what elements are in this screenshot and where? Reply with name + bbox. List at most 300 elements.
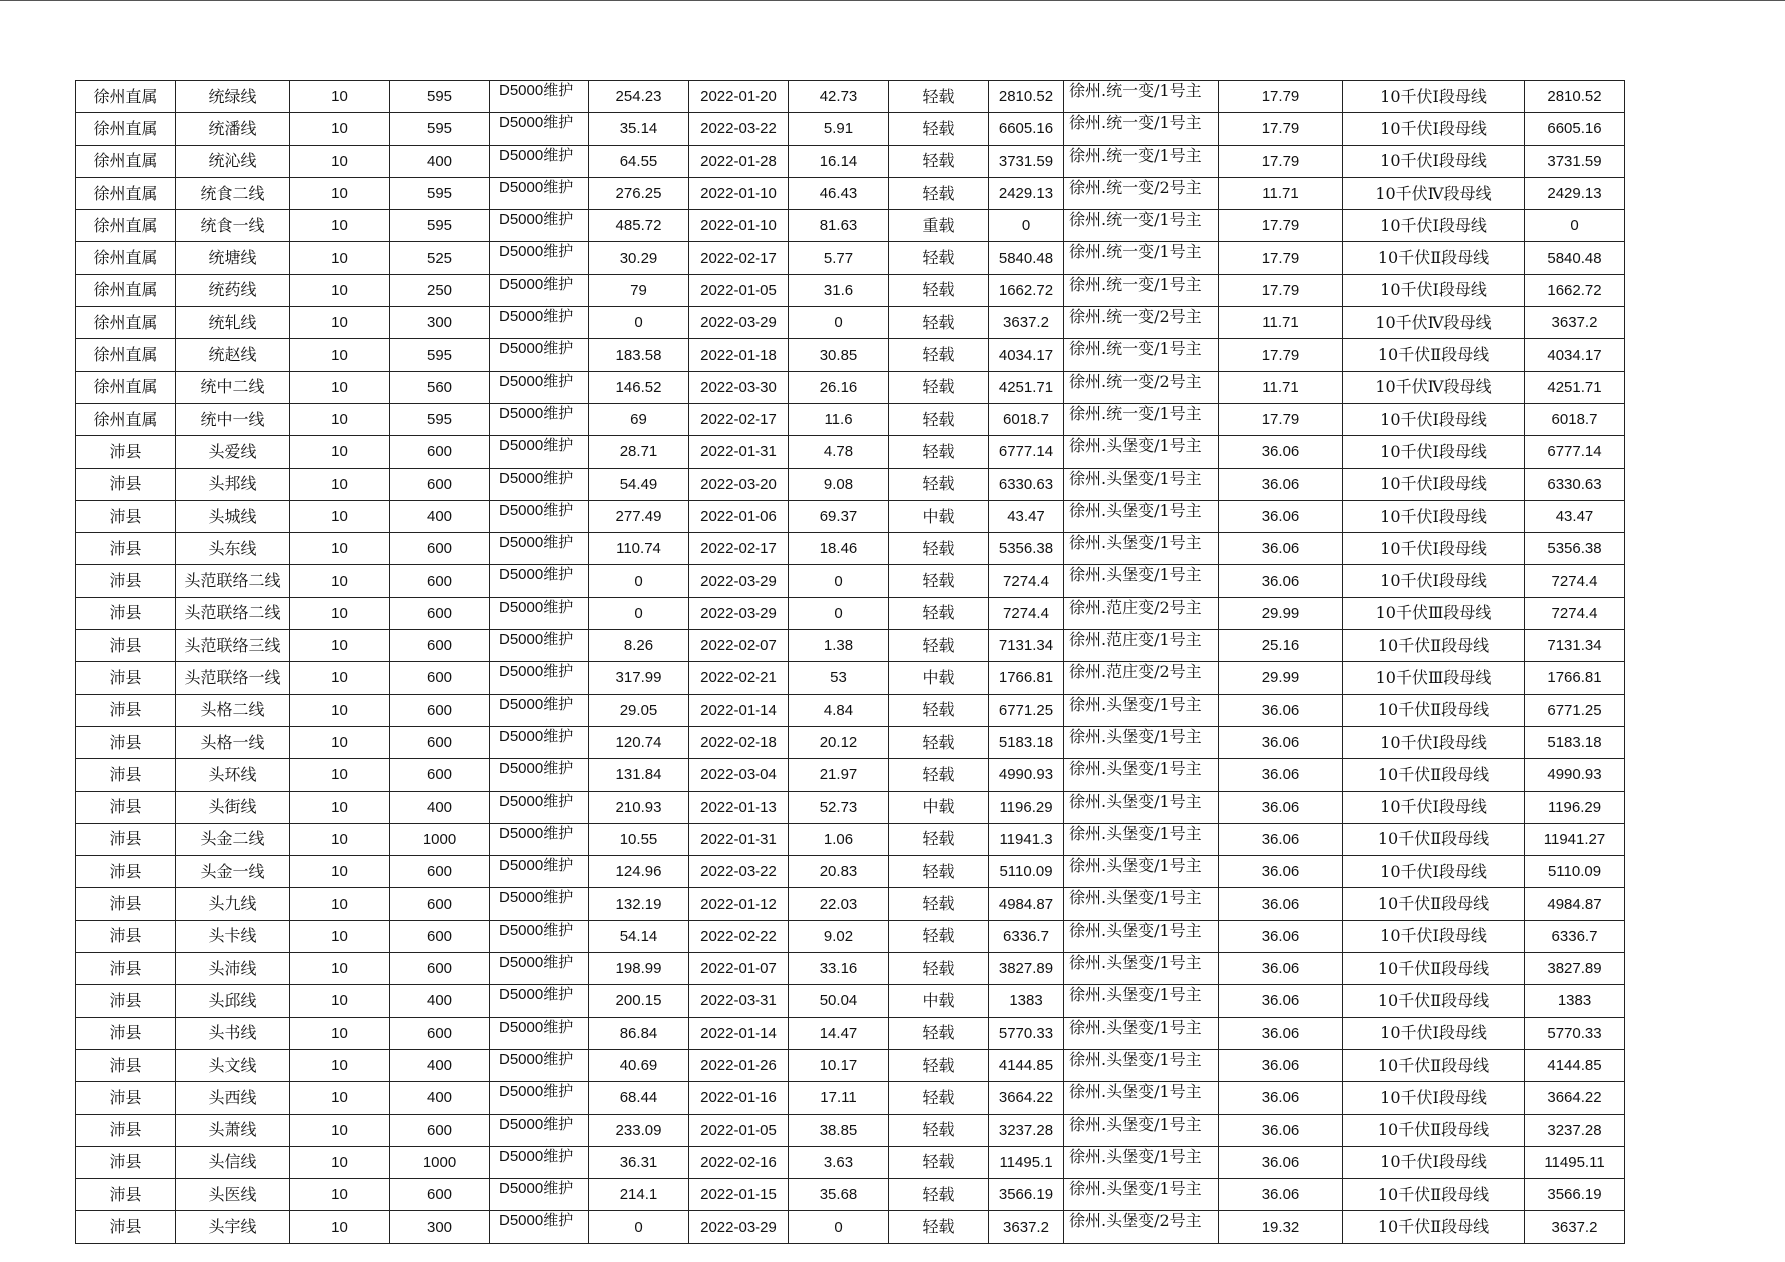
cell-data-source: D5000维护 bbox=[490, 565, 589, 597]
cell-available-capacity-bus: 4984.87 bbox=[1525, 888, 1625, 920]
cell-date: 2022-01-12 bbox=[689, 888, 789, 920]
cell-data-source: D5000维护 bbox=[490, 823, 589, 855]
cell-transformer-load-rate: 17.79 bbox=[1219, 339, 1343, 371]
cell-available-capacity-bus: 4251.71 bbox=[1525, 371, 1625, 403]
table-row bbox=[76, 726, 1625, 758]
cell-transformer-load-rate: 17.79 bbox=[1219, 242, 1343, 274]
cell-date: 2022-03-04 bbox=[689, 759, 789, 791]
cell-district: 徐州直属 bbox=[76, 177, 176, 209]
cell-transformer: 徐州.头堡变/1号主 bbox=[1064, 1049, 1219, 1081]
cell-voltage: 10 bbox=[290, 1017, 390, 1049]
cell-available-capacity-bus: 3637.2 bbox=[1525, 307, 1625, 339]
cell-available-capacity: 5110.09 bbox=[989, 856, 1064, 888]
cell-date: 2022-01-06 bbox=[689, 500, 789, 532]
cell-line-name: 头书线 bbox=[176, 1017, 290, 1049]
cell-district: 沛县 bbox=[76, 1179, 176, 1211]
cell-voltage: 10 bbox=[290, 210, 390, 242]
cell-load-status: 中载 bbox=[889, 662, 989, 694]
cell-available-capacity: 7131.34 bbox=[989, 630, 1064, 662]
table-row bbox=[76, 1211, 1625, 1243]
cell-current-load: 214.1 bbox=[589, 1179, 689, 1211]
cell-load-rate: 17.11 bbox=[789, 1082, 889, 1114]
cell-data-source: D5000维护 bbox=[490, 1082, 589, 1114]
cell-available-capacity: 5840.48 bbox=[989, 242, 1064, 274]
cell-load-status: 轻载 bbox=[889, 1211, 989, 1243]
cell-data-source: D5000维护 bbox=[490, 985, 589, 1017]
cell-voltage: 10 bbox=[290, 1211, 390, 1243]
cell-bus-section: 10千伏Ⅱ段母线 bbox=[1343, 242, 1525, 274]
cell-transformer-load-rate: 11.71 bbox=[1219, 371, 1343, 403]
cell-data-source: D5000维护 bbox=[490, 1114, 589, 1146]
cell-available-capacity: 4144.85 bbox=[989, 1049, 1064, 1081]
cell-voltage: 10 bbox=[290, 274, 390, 306]
cell-load-status: 轻载 bbox=[889, 597, 989, 629]
cell-date: 2022-02-17 bbox=[689, 403, 789, 435]
cell-transformer-load-rate: 36.06 bbox=[1219, 791, 1343, 823]
cell-available-capacity: 3566.19 bbox=[989, 1179, 1064, 1211]
cell-bus-section: 10千伏Ⅱ段母线 bbox=[1343, 630, 1525, 662]
cell-bus-section: 10千伏Ⅰ段母线 bbox=[1343, 436, 1525, 468]
cell-capacity: 1000 bbox=[390, 1146, 490, 1178]
cell-available-capacity: 3637.2 bbox=[989, 307, 1064, 339]
cell-line-name: 头西线 bbox=[176, 1082, 290, 1114]
cell-line-name: 头环线 bbox=[176, 759, 290, 791]
cell-line-name: 头沛线 bbox=[176, 953, 290, 985]
cell-load-status: 轻载 bbox=[889, 1049, 989, 1081]
cell-available-capacity-bus: 5110.09 bbox=[1525, 856, 1625, 888]
cell-load-status: 轻载 bbox=[889, 823, 989, 855]
table-row bbox=[76, 145, 1625, 177]
table-row bbox=[76, 1179, 1625, 1211]
cell-voltage: 10 bbox=[290, 726, 390, 758]
cell-load-status: 轻载 bbox=[889, 533, 989, 565]
cell-load-status: 轻载 bbox=[889, 1017, 989, 1049]
cell-district: 沛县 bbox=[76, 953, 176, 985]
cell-bus-section: 10千伏Ⅱ段母线 bbox=[1343, 1179, 1525, 1211]
cell-line-name: 头信线 bbox=[176, 1146, 290, 1178]
table-row bbox=[76, 759, 1625, 791]
cell-load-rate: 3.63 bbox=[789, 1146, 889, 1178]
cell-voltage: 10 bbox=[290, 436, 390, 468]
cell-district: 徐州直属 bbox=[76, 113, 176, 145]
cell-available-capacity-bus: 6605.16 bbox=[1525, 113, 1625, 145]
cell-load-status: 中载 bbox=[889, 791, 989, 823]
cell-date: 2022-01-28 bbox=[689, 145, 789, 177]
cell-transformer-load-rate: 36.06 bbox=[1219, 953, 1343, 985]
cell-district: 徐州直属 bbox=[76, 371, 176, 403]
cell-date: 2022-03-30 bbox=[689, 371, 789, 403]
cell-voltage: 10 bbox=[290, 177, 390, 209]
cell-district: 徐州直属 bbox=[76, 403, 176, 435]
cell-load-status: 轻载 bbox=[889, 145, 989, 177]
cell-load-status: 轻载 bbox=[889, 630, 989, 662]
cell-capacity: 600 bbox=[390, 1179, 490, 1211]
cell-transformer: 徐州.范庄变/1号主 bbox=[1064, 630, 1219, 662]
cell-available-capacity-bus: 1766.81 bbox=[1525, 662, 1625, 694]
cell-date: 2022-01-18 bbox=[689, 339, 789, 371]
cell-bus-section: 10千伏Ⅰ段母线 bbox=[1343, 920, 1525, 952]
cell-transformer-load-rate: 36.06 bbox=[1219, 759, 1343, 791]
cell-transformer: 徐州.头堡变/1号主 bbox=[1064, 436, 1219, 468]
cell-district: 沛县 bbox=[76, 1049, 176, 1081]
cell-line-name: 统赵线 bbox=[176, 339, 290, 371]
cell-data-source: D5000维护 bbox=[490, 210, 589, 242]
cell-transformer-load-rate: 36.06 bbox=[1219, 1146, 1343, 1178]
cell-data-source: D5000维护 bbox=[490, 242, 589, 274]
cell-available-capacity: 0 bbox=[989, 210, 1064, 242]
cell-transformer: 徐州.头堡变/2号主 bbox=[1064, 1211, 1219, 1243]
cell-capacity: 600 bbox=[390, 726, 490, 758]
cell-current-load: 40.69 bbox=[589, 1049, 689, 1081]
cell-load-status: 轻载 bbox=[889, 307, 989, 339]
cell-available-capacity-bus: 6336.7 bbox=[1525, 920, 1625, 952]
cell-transformer-load-rate: 25.16 bbox=[1219, 630, 1343, 662]
cell-voltage: 10 bbox=[290, 597, 390, 629]
cell-current-load: 317.99 bbox=[589, 662, 689, 694]
cell-transformer-load-rate: 36.06 bbox=[1219, 823, 1343, 855]
cell-line-name: 统绿线 bbox=[176, 81, 290, 113]
cell-district: 沛县 bbox=[76, 500, 176, 532]
cell-bus-section: 10千伏Ⅱ段母线 bbox=[1343, 759, 1525, 791]
cell-bus-section: 10千伏Ⅰ段母线 bbox=[1343, 1146, 1525, 1178]
cell-load-rate: 35.68 bbox=[789, 1179, 889, 1211]
cell-capacity: 600 bbox=[390, 920, 490, 952]
cell-load-rate: 26.16 bbox=[789, 371, 889, 403]
cell-bus-section: 10千伏Ⅰ段母线 bbox=[1343, 500, 1525, 532]
cell-load-rate: 81.63 bbox=[789, 210, 889, 242]
cell-current-load: 0 bbox=[589, 565, 689, 597]
cell-bus-section: 10千伏Ⅰ段母线 bbox=[1343, 791, 1525, 823]
cell-current-load: 132.19 bbox=[589, 888, 689, 920]
cell-bus-section: 10千伏Ⅱ段母线 bbox=[1343, 694, 1525, 726]
cell-transformer: 徐州.统一变/1号主 bbox=[1064, 81, 1219, 113]
cell-voltage: 10 bbox=[290, 403, 390, 435]
cell-current-load: 183.58 bbox=[589, 339, 689, 371]
cell-transformer-load-rate: 36.06 bbox=[1219, 726, 1343, 758]
cell-available-capacity: 6777.14 bbox=[989, 436, 1064, 468]
cell-available-capacity-bus: 0 bbox=[1525, 210, 1625, 242]
table-row bbox=[76, 920, 1625, 952]
cell-capacity: 600 bbox=[390, 533, 490, 565]
cell-line-name: 头邱线 bbox=[176, 985, 290, 1017]
table-row bbox=[76, 307, 1625, 339]
cell-date: 2022-01-26 bbox=[689, 1049, 789, 1081]
cell-voltage: 10 bbox=[290, 791, 390, 823]
cell-data-source: D5000维护 bbox=[490, 597, 589, 629]
cell-available-capacity: 6330.63 bbox=[989, 468, 1064, 500]
cell-date: 2022-01-14 bbox=[689, 694, 789, 726]
cell-district: 徐州直属 bbox=[76, 145, 176, 177]
cell-capacity: 250 bbox=[390, 274, 490, 306]
cell-bus-section: 10千伏Ⅲ段母线 bbox=[1343, 597, 1525, 629]
cell-available-capacity: 1383 bbox=[989, 985, 1064, 1017]
cell-load-status: 重载 bbox=[889, 210, 989, 242]
cell-available-capacity-bus: 3637.2 bbox=[1525, 1211, 1625, 1243]
cell-available-capacity: 1662.72 bbox=[989, 274, 1064, 306]
cell-data-source: D5000维护 bbox=[490, 888, 589, 920]
cell-district: 沛县 bbox=[76, 759, 176, 791]
cell-capacity: 525 bbox=[390, 242, 490, 274]
cell-current-load: 0 bbox=[589, 597, 689, 629]
table-row bbox=[76, 985, 1625, 1017]
cell-voltage: 10 bbox=[290, 888, 390, 920]
cell-line-name: 头金二线 bbox=[176, 823, 290, 855]
cell-transformer-load-rate: 36.06 bbox=[1219, 856, 1343, 888]
cell-bus-section: 10千伏Ⅳ段母线 bbox=[1343, 371, 1525, 403]
cell-line-name: 头萧线 bbox=[176, 1114, 290, 1146]
cell-line-name: 头街线 bbox=[176, 791, 290, 823]
cell-current-load: 86.84 bbox=[589, 1017, 689, 1049]
cell-line-name: 统药线 bbox=[176, 274, 290, 306]
cell-current-load: 233.09 bbox=[589, 1114, 689, 1146]
cell-line-name: 统塘线 bbox=[176, 242, 290, 274]
cell-transformer: 徐州.头堡变/1号主 bbox=[1064, 500, 1219, 532]
cell-current-load: 54.49 bbox=[589, 468, 689, 500]
cell-transformer-load-rate: 36.06 bbox=[1219, 533, 1343, 565]
cell-available-capacity-bus: 3827.89 bbox=[1525, 953, 1625, 985]
cell-transformer-load-rate: 36.06 bbox=[1219, 694, 1343, 726]
cell-line-name: 头金一线 bbox=[176, 856, 290, 888]
cell-data-source: D5000维护 bbox=[490, 307, 589, 339]
cell-district: 沛县 bbox=[76, 1017, 176, 1049]
cell-available-capacity: 3237.28 bbox=[989, 1114, 1064, 1146]
cell-load-status: 轻载 bbox=[889, 920, 989, 952]
cell-capacity: 600 bbox=[390, 468, 490, 500]
cell-bus-section: 10千伏Ⅰ段母线 bbox=[1343, 468, 1525, 500]
cell-available-capacity-bus: 2810.52 bbox=[1525, 81, 1625, 113]
cell-capacity: 400 bbox=[390, 1049, 490, 1081]
cell-load-rate: 30.85 bbox=[789, 339, 889, 371]
table-row bbox=[76, 436, 1625, 468]
cell-current-load: 0 bbox=[589, 307, 689, 339]
cell-voltage: 10 bbox=[290, 630, 390, 662]
table-body bbox=[76, 81, 1625, 1244]
cell-available-capacity: 43.47 bbox=[989, 500, 1064, 532]
cell-data-source: D5000维护 bbox=[490, 953, 589, 985]
cell-bus-section: 10千伏Ⅰ段母线 bbox=[1343, 726, 1525, 758]
cell-date: 2022-02-17 bbox=[689, 533, 789, 565]
cell-transformer: 徐州.头堡变/1号主 bbox=[1064, 920, 1219, 952]
cell-bus-section: 10千伏Ⅰ段母线 bbox=[1343, 565, 1525, 597]
cell-capacity: 1000 bbox=[390, 823, 490, 855]
cell-transformer: 徐州.统一变/2号主 bbox=[1064, 177, 1219, 209]
cell-available-capacity-bus: 4990.93 bbox=[1525, 759, 1625, 791]
cell-data-source: D5000维护 bbox=[490, 113, 589, 145]
cell-date: 2022-01-10 bbox=[689, 210, 789, 242]
cell-bus-section: 10千伏Ⅳ段母线 bbox=[1343, 177, 1525, 209]
cell-transformer: 徐州.头堡变/1号主 bbox=[1064, 856, 1219, 888]
cell-available-capacity-bus: 3237.28 bbox=[1525, 1114, 1625, 1146]
cell-load-status: 轻载 bbox=[889, 339, 989, 371]
cell-district: 徐州直属 bbox=[76, 210, 176, 242]
cell-current-load: 485.72 bbox=[589, 210, 689, 242]
cell-line-name: 头格二线 bbox=[176, 694, 290, 726]
cell-voltage: 10 bbox=[290, 985, 390, 1017]
cell-load-rate: 11.6 bbox=[789, 403, 889, 435]
cell-available-capacity-bus: 2429.13 bbox=[1525, 177, 1625, 209]
cell-available-capacity: 4984.87 bbox=[989, 888, 1064, 920]
table-row bbox=[76, 856, 1625, 888]
cell-load-rate: 10.17 bbox=[789, 1049, 889, 1081]
cell-available-capacity-bus: 43.47 bbox=[1525, 500, 1625, 532]
cell-voltage: 10 bbox=[290, 920, 390, 952]
cell-line-name: 头东线 bbox=[176, 533, 290, 565]
cell-date: 2022-03-22 bbox=[689, 113, 789, 145]
cell-date: 2022-01-07 bbox=[689, 953, 789, 985]
cell-transformer: 徐州.范庄变/2号主 bbox=[1064, 662, 1219, 694]
cell-voltage: 10 bbox=[290, 823, 390, 855]
cell-transformer-load-rate: 17.79 bbox=[1219, 403, 1343, 435]
cell-voltage: 10 bbox=[290, 856, 390, 888]
cell-data-source: D5000维护 bbox=[490, 403, 589, 435]
cell-bus-section: 10千伏Ⅰ段母线 bbox=[1343, 113, 1525, 145]
cell-available-capacity: 3731.59 bbox=[989, 145, 1064, 177]
cell-transformer: 徐州.统一变/1号主 bbox=[1064, 274, 1219, 306]
cell-bus-section: 10千伏Ⅰ段母线 bbox=[1343, 403, 1525, 435]
cell-capacity: 400 bbox=[390, 791, 490, 823]
cell-capacity: 300 bbox=[390, 1211, 490, 1243]
cell-available-capacity: 6336.7 bbox=[989, 920, 1064, 952]
cell-load-rate: 20.83 bbox=[789, 856, 889, 888]
cell-data-source: D5000维护 bbox=[490, 726, 589, 758]
cell-load-rate: 46.43 bbox=[789, 177, 889, 209]
cell-available-capacity: 1766.81 bbox=[989, 662, 1064, 694]
cell-transformer-load-rate: 11.71 bbox=[1219, 307, 1343, 339]
cell-line-name: 头城线 bbox=[176, 500, 290, 532]
cell-current-load: 8.26 bbox=[589, 630, 689, 662]
cell-current-load: 198.99 bbox=[589, 953, 689, 985]
cell-bus-section: 10千伏Ⅱ段母线 bbox=[1343, 339, 1525, 371]
cell-available-capacity-bus: 6777.14 bbox=[1525, 436, 1625, 468]
cell-line-name: 头格一线 bbox=[176, 726, 290, 758]
cell-load-rate: 31.6 bbox=[789, 274, 889, 306]
cell-bus-section: 10千伏Ⅰ段母线 bbox=[1343, 81, 1525, 113]
cell-transformer: 徐州.头堡变/1号主 bbox=[1064, 953, 1219, 985]
cell-data-source: D5000维护 bbox=[490, 533, 589, 565]
cell-transformer-load-rate: 36.06 bbox=[1219, 1017, 1343, 1049]
cell-voltage: 10 bbox=[290, 242, 390, 274]
cell-load-status: 轻载 bbox=[889, 403, 989, 435]
cell-load-rate: 5.91 bbox=[789, 113, 889, 145]
table-row bbox=[76, 823, 1625, 855]
cell-data-source: D5000维护 bbox=[490, 371, 589, 403]
cell-available-capacity: 11941.3 bbox=[989, 823, 1064, 855]
cell-available-capacity: 2429.13 bbox=[989, 177, 1064, 209]
cell-current-load: 64.55 bbox=[589, 145, 689, 177]
cell-date: 2022-02-16 bbox=[689, 1146, 789, 1178]
cell-transformer: 徐州.统一变/1号主 bbox=[1064, 145, 1219, 177]
cell-voltage: 10 bbox=[290, 533, 390, 565]
cell-voltage: 10 bbox=[290, 662, 390, 694]
cell-available-capacity-bus: 3664.22 bbox=[1525, 1082, 1625, 1114]
cell-voltage: 10 bbox=[290, 371, 390, 403]
cell-load-status: 轻载 bbox=[889, 242, 989, 274]
cell-load-rate: 1.06 bbox=[789, 823, 889, 855]
cell-voltage: 10 bbox=[290, 1146, 390, 1178]
cell-transformer-load-rate: 36.06 bbox=[1219, 436, 1343, 468]
cell-bus-section: 10千伏Ⅱ段母线 bbox=[1343, 953, 1525, 985]
cell-current-load: 36.31 bbox=[589, 1146, 689, 1178]
cell-load-rate: 20.12 bbox=[789, 726, 889, 758]
cell-voltage: 10 bbox=[290, 759, 390, 791]
cell-line-name: 统中二线 bbox=[176, 371, 290, 403]
cell-district: 徐州直属 bbox=[76, 81, 176, 113]
cell-load-status: 轻载 bbox=[889, 759, 989, 791]
cell-data-source: D5000维护 bbox=[490, 920, 589, 952]
cell-current-load: 29.05 bbox=[589, 694, 689, 726]
cell-available-capacity-bus: 1196.29 bbox=[1525, 791, 1625, 823]
cell-district: 沛县 bbox=[76, 856, 176, 888]
cell-date: 2022-01-05 bbox=[689, 1114, 789, 1146]
cell-district: 沛县 bbox=[76, 565, 176, 597]
table-row bbox=[76, 81, 1625, 113]
cell-transformer: 徐州.头堡变/1号主 bbox=[1064, 759, 1219, 791]
cell-voltage: 10 bbox=[290, 1114, 390, 1146]
cell-voltage: 10 bbox=[290, 468, 390, 500]
table-row bbox=[76, 630, 1625, 662]
cell-transformer-load-rate: 17.79 bbox=[1219, 274, 1343, 306]
cell-date: 2022-03-29 bbox=[689, 597, 789, 629]
table-row bbox=[76, 791, 1625, 823]
cell-load-rate: 0 bbox=[789, 597, 889, 629]
cell-capacity: 600 bbox=[390, 953, 490, 985]
table-row bbox=[76, 565, 1625, 597]
cell-available-capacity: 7274.4 bbox=[989, 565, 1064, 597]
cell-current-load: 69 bbox=[589, 403, 689, 435]
cell-available-capacity-bus: 5770.33 bbox=[1525, 1017, 1625, 1049]
cell-current-load: 79 bbox=[589, 274, 689, 306]
cell-current-load: 68.44 bbox=[589, 1082, 689, 1114]
cell-bus-section: 10千伏Ⅱ段母线 bbox=[1343, 823, 1525, 855]
cell-transformer-load-rate: 36.06 bbox=[1219, 500, 1343, 532]
cell-capacity: 595 bbox=[390, 177, 490, 209]
cell-current-load: 120.74 bbox=[589, 726, 689, 758]
cell-available-capacity: 5183.18 bbox=[989, 726, 1064, 758]
cell-voltage: 10 bbox=[290, 113, 390, 145]
cell-load-rate: 69.37 bbox=[789, 500, 889, 532]
cell-load-rate: 9.02 bbox=[789, 920, 889, 952]
cell-transformer-load-rate: 36.06 bbox=[1219, 565, 1343, 597]
cell-capacity: 595 bbox=[390, 81, 490, 113]
cell-transformer: 徐州.头堡变/1号主 bbox=[1064, 888, 1219, 920]
cell-transformer: 徐州.头堡变/1号主 bbox=[1064, 565, 1219, 597]
cell-district: 沛县 bbox=[76, 533, 176, 565]
cell-bus-section: 10千伏Ⅰ段母线 bbox=[1343, 856, 1525, 888]
cell-load-status: 轻载 bbox=[889, 468, 989, 500]
cell-transformer-load-rate: 17.79 bbox=[1219, 145, 1343, 177]
cell-district: 沛县 bbox=[76, 597, 176, 629]
cell-load-rate: 4.78 bbox=[789, 436, 889, 468]
cell-available-capacity-bus: 6018.7 bbox=[1525, 403, 1625, 435]
cell-load-rate: 0 bbox=[789, 565, 889, 597]
cell-date: 2022-01-16 bbox=[689, 1082, 789, 1114]
table-row bbox=[76, 953, 1625, 985]
cell-data-source: D5000维护 bbox=[490, 856, 589, 888]
cell-transformer: 徐州.头堡变/1号主 bbox=[1064, 1114, 1219, 1146]
cell-capacity: 600 bbox=[390, 694, 490, 726]
cell-capacity: 595 bbox=[390, 403, 490, 435]
cell-transformer-load-rate: 36.06 bbox=[1219, 888, 1343, 920]
cell-available-capacity-bus: 11941.27 bbox=[1525, 823, 1625, 855]
cell-data-source: D5000维护 bbox=[490, 177, 589, 209]
cell-date: 2022-03-29 bbox=[689, 307, 789, 339]
cell-district: 沛县 bbox=[76, 823, 176, 855]
cell-data-source: D5000维护 bbox=[490, 81, 589, 113]
cell-load-rate: 50.04 bbox=[789, 985, 889, 1017]
cell-transformer: 徐州.头堡变/1号主 bbox=[1064, 985, 1219, 1017]
cell-date: 2022-03-20 bbox=[689, 468, 789, 500]
cell-transformer-load-rate: 36.06 bbox=[1219, 1082, 1343, 1114]
